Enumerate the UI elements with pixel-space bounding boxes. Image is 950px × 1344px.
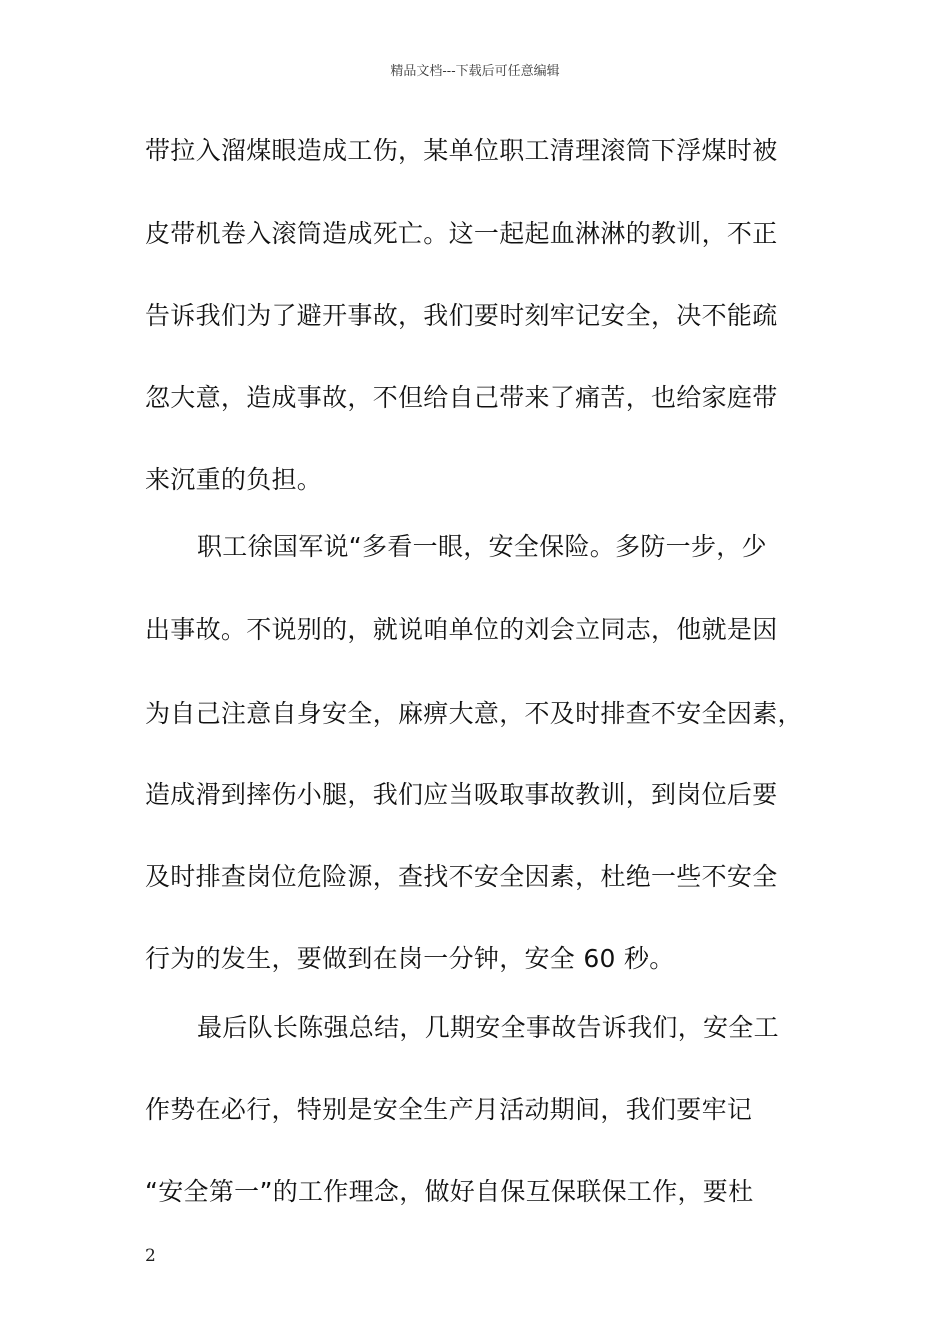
text-line: 告诉我们为了避开事故，我们要时刻牢记安全，决不能疏: [145, 301, 778, 330]
text-line: 带拉入溜煤眼造成工伤，某单位职工清理滚筒下浮煤时被: [145, 136, 778, 165]
text-line: 忽大意，造成事故，不但给自己带来了痛苦，也给家庭带: [145, 383, 778, 412]
text-line: 造成滑到摔伤小腿，我们应当吸取事故教训，到岗位后要: [145, 780, 778, 809]
text-line: 职工徐国军说“多看一眼，安全保险。多防一步，少: [197, 532, 767, 561]
text-line: 来沉重的负担。: [145, 465, 323, 494]
text-line: 作势在必行，特别是安全生产月活动期间，我们要牢记: [145, 1095, 753, 1124]
page-header: 精品文档---下载后可任意编辑: [390, 64, 560, 79]
text-line: 及时排查岗位危险源，查找不安全因素，杜绝一些不安全: [145, 862, 778, 891]
text-line: 行为的发生，要做到在岗一分钟，安全 60 秒。: [145, 944, 675, 973]
text-line: 出事故。不说别的，就说咱单位的刘会立同志，他就是因: [145, 615, 778, 644]
page-number: 2: [145, 1246, 156, 1266]
text-line: “安全第一”的工作理念，做好自保互保联保工作，要杜: [145, 1177, 754, 1206]
text-line: 最后队长陈强总结，几期安全事故告诉我们，安全工: [197, 1013, 779, 1042]
text-line: 为自己注意自身安全，麻痹大意，不及时排查不安全因素，: [145, 699, 803, 728]
text-line: 皮带机卷入滚筒造成死亡。这一起起血淋淋的教训，不正: [145, 219, 778, 248]
